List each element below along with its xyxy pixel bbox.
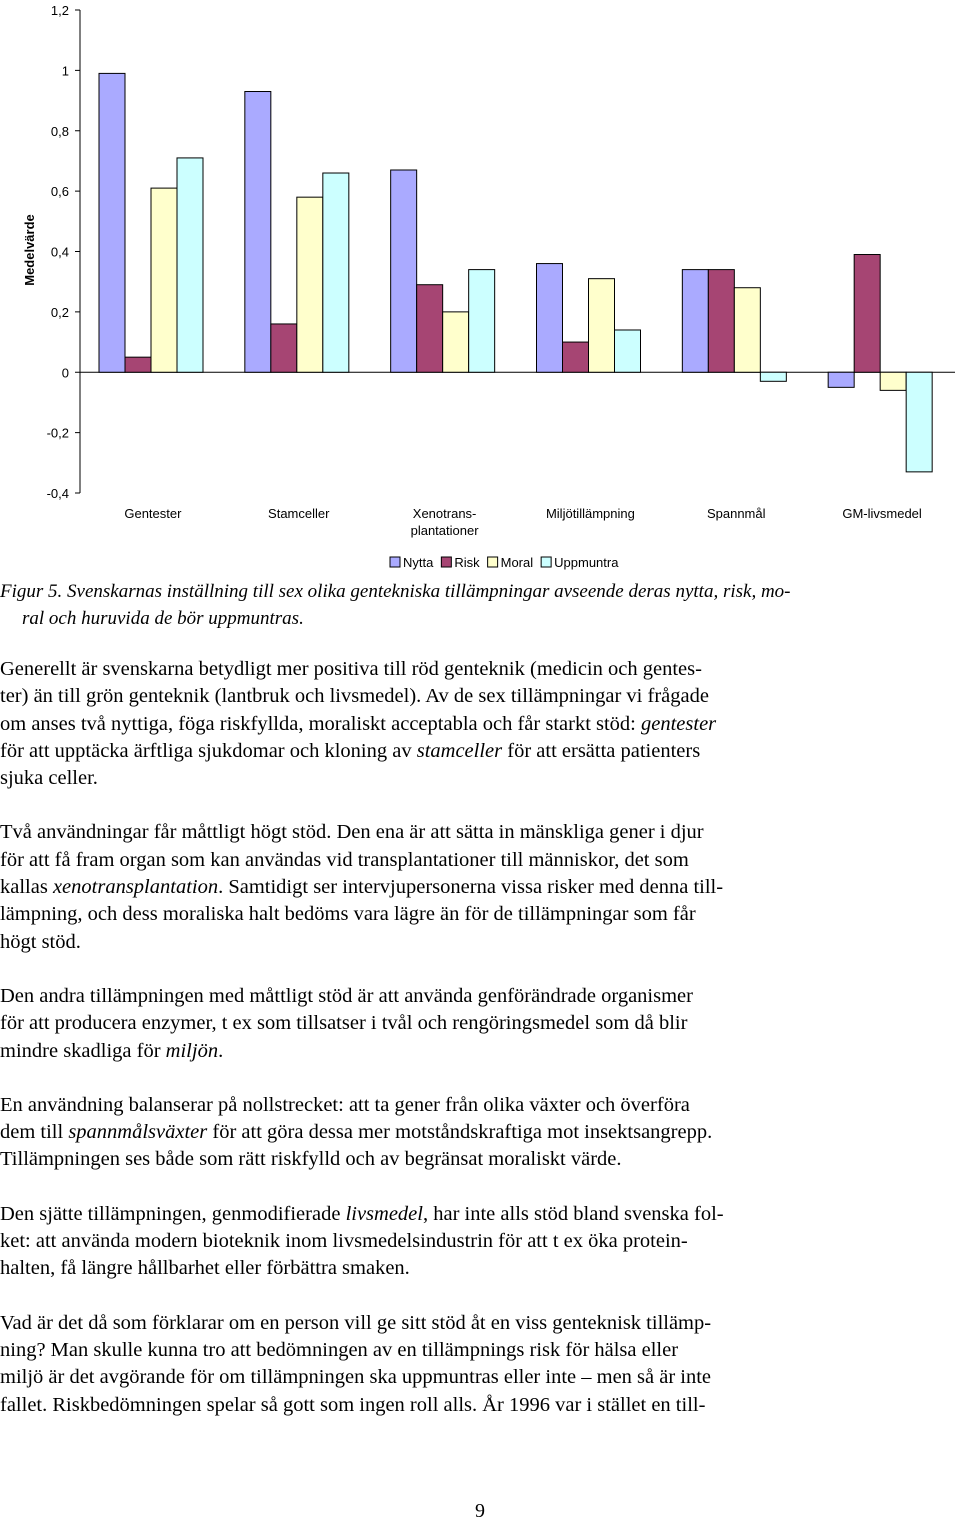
category-label: Miljötillämpning (545, 506, 635, 521)
bar-risk-1 (271, 324, 297, 372)
emphasis-term: livsmedel (345, 1202, 423, 1225)
category-label: plantationer (410, 523, 479, 538)
text-line (0, 765, 958, 792)
bar-risk-3 (563, 342, 589, 372)
caption-line-1: Figur 5. Svenskarnas inställning till sex olika gentekniska tillämpningar avseende deras nytta, risk, mo- (0, 581, 791, 602)
bar-uppmuntra-0 (177, 158, 203, 372)
text-line (0, 1038, 958, 1065)
text-line (0, 1228, 958, 1255)
bar-nytta-3 (537, 264, 563, 373)
emphasis-term: xenotransplantation (52, 876, 219, 899)
y-tick-label: 0,6 (50, 184, 69, 200)
paragraph-5 (0, 1201, 958, 1283)
text-line (0, 1392, 958, 1419)
text-segment: högt stöd. (0, 930, 81, 953)
y-axis-label-group (22, 214, 37, 286)
bars (99, 73, 932, 471)
text-segment: för att få fram organ som kan användas vid transplantationer till människor, det som (0, 848, 689, 871)
paragraph-1 (0, 656, 958, 792)
text-line (0, 1337, 958, 1364)
bar-nytta-1 (245, 92, 271, 373)
text-segment: Den andra tillämpningen med måttligt stöd är att använda genförändrade organismer (0, 984, 693, 1007)
text-segment: miljö är det avgörande för om tillämpningen ska uppmuntras eller inte – men så är inte (0, 1366, 712, 1389)
y-tick-label: 0 (61, 365, 69, 381)
bar-uppmuntra-3 (615, 330, 641, 372)
body-text (0, 656, 958, 1446)
bar-uppmuntra-4 (760, 372, 786, 381)
text-segment: . Samtidigt ser intervjupersonerna vissa risker med denna till- (218, 876, 724, 899)
text-line (0, 1092, 958, 1119)
text-line (0, 1201, 958, 1228)
text-segment: lämpning, och dess moraliska halt bedöms vara lägre än för de tillämpningar som får (0, 903, 696, 926)
bar-moral-1 (297, 197, 323, 372)
y-axis-ticks (47, 3, 80, 501)
bar-uppmuntra-1 (323, 173, 349, 372)
bar-nytta-0 (99, 73, 125, 372)
paragraph-4 (0, 1092, 958, 1174)
text-line (0, 1255, 958, 1282)
text-line (0, 847, 958, 874)
text-line (0, 819, 958, 846)
text-segment: fallet. Riskbedömningen spelar så gott som ingen roll alls. År 1996 var i stället en till- (0, 1393, 706, 1416)
bar-moral-4 (734, 288, 760, 373)
text-line (0, 929, 958, 956)
text-segment: Den sjätte tillämpningen, genmodifierade (0, 1202, 346, 1225)
bar-risk-0 (125, 357, 151, 372)
bar-risk-2 (417, 285, 443, 373)
text-segment: ket: att använda modern bioteknik inom livsmedelsindustrin för att t ex öka protein- (0, 1230, 688, 1253)
figure-caption (0, 578, 950, 632)
paragraph-2 (0, 819, 958, 955)
text-segment: kallas (0, 876, 53, 899)
bar-risk-5 (854, 255, 880, 373)
text-segment: för att göra dessa mer motståndskraftiga mot insektsangrepp. (207, 1121, 713, 1144)
bar-nytta-4 (682, 270, 708, 373)
text-line (0, 901, 958, 928)
legend-label-nytta: Nytta (403, 555, 434, 570)
text-line (0, 683, 958, 710)
page-number: 9 (475, 1500, 485, 1522)
text-line (0, 1146, 958, 1173)
category-label: Xenotrans- (412, 506, 477, 521)
legend-swatch-uppmuntra (541, 557, 551, 567)
text-segment: Tillämpningen ses både som rätt riskfylld och av begränsat moraliskt värde. (0, 1148, 622, 1171)
text-segment: för att producera enzymer, t ex som tillsatser i tvål och rengöringsmedel som då blir (0, 1012, 688, 1035)
y-tick-label: -0,2 (46, 425, 69, 441)
text-segment: ter) än till grön genteknik (lantbruk och livsmedel). Av de sex tillämpningar vi frågade (0, 685, 709, 708)
legend-label-moral: Moral (500, 555, 534, 570)
text-line (0, 1119, 958, 1146)
text-segment: Generellt är svenskarna betydligt mer positiva till röd genteknik (medicin och gentes- (0, 658, 702, 680)
text-segment: Vad är det då som förklarar om en person vill ge sitt stöd åt en viss genteknisk tillämp- (0, 1311, 712, 1334)
legend-swatch-moral (488, 557, 498, 567)
paragraph-3 (0, 983, 958, 1065)
emphasis-term: gentester (641, 712, 717, 735)
text-line (0, 874, 958, 901)
bar-uppmuntra-2 (469, 270, 495, 373)
bar-moral-3 (589, 279, 615, 373)
emphasis-term: spannmålsväxter (68, 1121, 208, 1144)
legend-label-risk: Risk (454, 555, 480, 570)
text-line (0, 983, 958, 1010)
emphasis-term: miljön (165, 1039, 219, 1062)
text-line (0, 1010, 958, 1037)
caption-line-2: ral och huruvida de bör uppmuntras. (22, 608, 304, 629)
text-segment: mindre skadliga för (0, 1039, 166, 1062)
legend (390, 555, 619, 570)
axes (80, 10, 955, 493)
bar-risk-4 (708, 270, 734, 373)
category-label: Gentester (124, 506, 182, 521)
text-segment: sjuka celler. (0, 767, 98, 790)
paragraph-6 (0, 1310, 958, 1419)
bar-chart (0, 0, 960, 578)
category-label: Stamceller (268, 506, 330, 521)
legend-swatch-risk (441, 557, 451, 567)
text-line (0, 738, 958, 765)
y-tick-label: 0,2 (50, 304, 69, 320)
text-segment: . (218, 1039, 224, 1062)
bar-moral-5 (880, 372, 906, 390)
bar-moral-0 (151, 188, 177, 372)
y-axis-label: Medelvärde (22, 214, 37, 286)
text-segment: halten, få längre hållbarhet eller förbättra smaken. (0, 1257, 410, 1280)
emphasis-term: stamceller (416, 739, 503, 762)
text-line (0, 1310, 958, 1337)
text-line (0, 656, 958, 683)
y-tick-label: 1 (61, 63, 69, 79)
category-label: GM-livsmedel (842, 506, 922, 521)
y-tick-label: -0,4 (46, 486, 69, 501)
bar-moral-2 (443, 312, 469, 372)
legend-label-uppmuntra: Uppmuntra (554, 555, 619, 570)
y-tick-label: 0,8 (50, 123, 69, 139)
legend-swatch-nytta (390, 557, 400, 567)
text-segment: En användning balanserar på nollstrecket: att ta gener från olika växter och överföra (0, 1093, 690, 1116)
text-segment: för att upptäcka ärftliga sjukdomar och kloning av (0, 739, 417, 762)
text-line (0, 711, 958, 738)
bar-nytta-5 (828, 372, 854, 387)
bar-uppmuntra-5 (906, 372, 932, 472)
y-tick-label: 0,4 (50, 244, 69, 260)
text-segment: dem till (0, 1121, 69, 1144)
category-label: Spannmål (706, 506, 766, 521)
text-segment: ning? Man skulle kunna tro att bedömningen av en tillämpnings risk för hälsa eller (0, 1338, 679, 1361)
text-segment: för att ersätta patienters (502, 739, 701, 762)
text-segment: om anses två nyttiga, föga riskfyllda, moraliskt acceptabla och får starkt stöd: (0, 712, 642, 735)
y-tick-label: 1,2 (50, 3, 69, 18)
text-segment: Två användningar får måttligt högt stöd. Den ena är att sätta in mänskliga gener i djur (0, 821, 704, 844)
text-line (0, 1364, 958, 1391)
text-segment: , har inte alls stöd bland svenska fol- (422, 1202, 724, 1225)
bar-nytta-2 (391, 170, 417, 372)
category-labels (124, 506, 922, 538)
